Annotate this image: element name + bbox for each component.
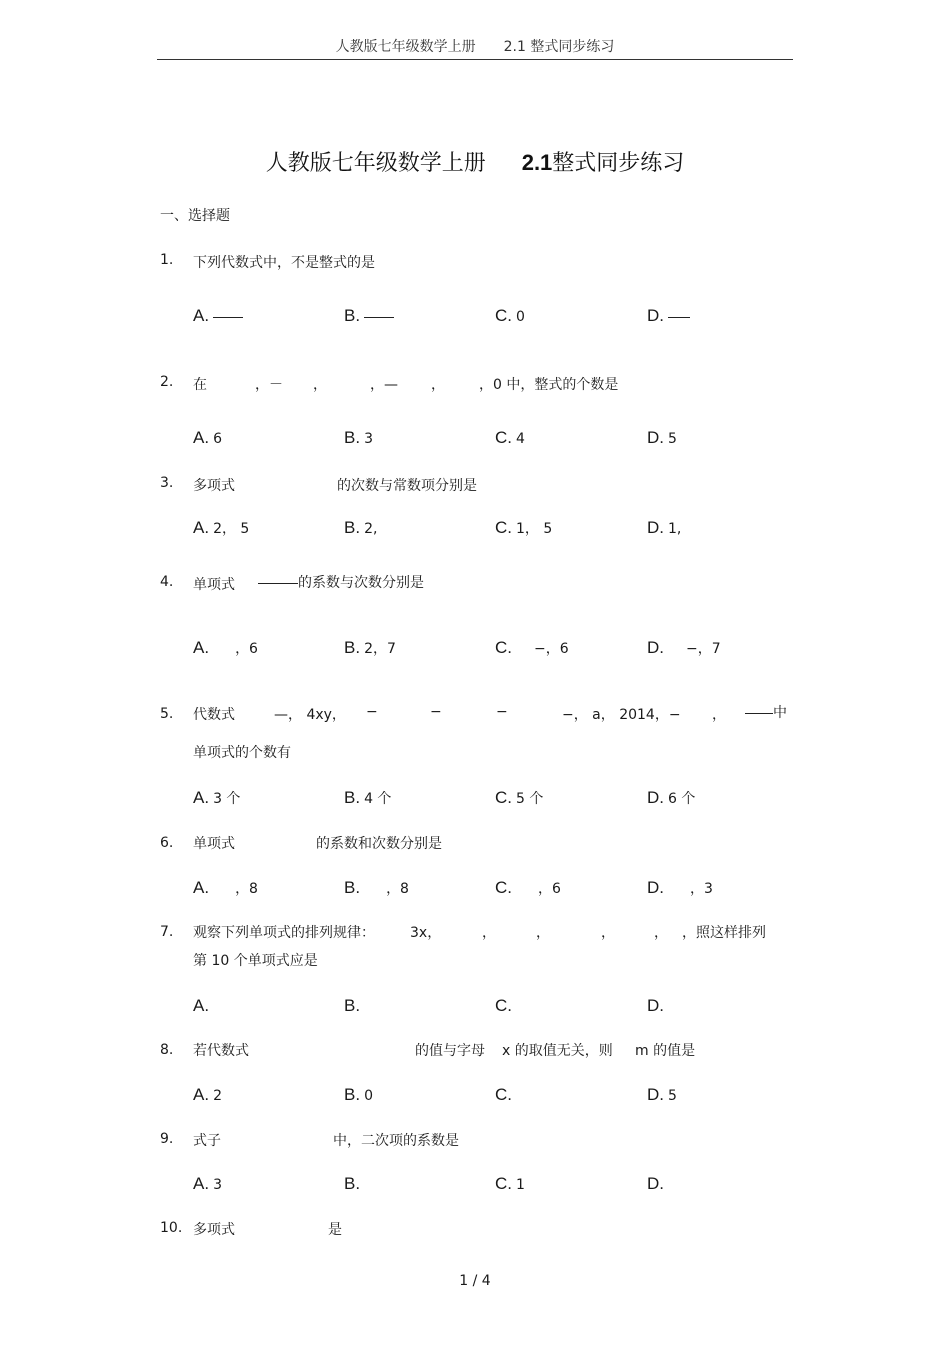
fraction-bar [213, 317, 243, 318]
question-text: ， [431, 377, 445, 393]
question-text: −， a， 2014，− [562, 707, 681, 723]
question-text: − [496, 704, 508, 720]
question-text: 是 [328, 1222, 342, 1238]
question-text: 多项式 [193, 478, 235, 494]
option-a: A. [193, 306, 243, 326]
question-text: 的系数和次数分别是 [316, 836, 442, 852]
question-text: m 的值是 [635, 1043, 696, 1059]
option-c: C. 5 个 [495, 788, 544, 807]
fraction-bar [745, 713, 773, 714]
question-text: 3x， [410, 925, 442, 941]
option-a: A. ，6 [193, 638, 258, 657]
option-c: C. 4 [495, 428, 525, 447]
question-text: 的值与字母 [415, 1043, 485, 1059]
option-d: D. [647, 996, 664, 1015]
question-text: ， [654, 925, 668, 941]
option-b: B. [344, 306, 394, 326]
question-text: − [366, 704, 378, 720]
question-number: 5. [160, 706, 174, 722]
question-text: 单项式 [193, 577, 235, 593]
option-a: A. [193, 996, 210, 1015]
question-number: 4. [160, 574, 174, 590]
question-number: 8. [160, 1042, 174, 1058]
option-a: A. 3 [193, 1174, 222, 1193]
option-d: D. 1, [647, 518, 682, 537]
question-text: 多项式 [193, 1222, 235, 1238]
option-c: C. ，6 [495, 878, 561, 897]
question-text: ， [536, 925, 550, 941]
question-text: 单项式的个数有 [193, 745, 291, 761]
question-text: 若代数式 [193, 1043, 249, 1059]
question-text: ，照这样排列 [682, 925, 766, 941]
fraction-bar [364, 317, 394, 318]
question-text: 观察下列单项式的排列规律： [193, 925, 375, 941]
option-b: B. 3 [344, 428, 373, 447]
option-c: C. [495, 1085, 512, 1104]
question-text: 下列代数式中，不是整式的是 [193, 255, 375, 271]
option-b: B. ，8 [344, 878, 409, 897]
option-b: B. 2，7 [344, 638, 396, 657]
section-heading: 一、选择题 [160, 208, 230, 224]
option-a: A. 2， 5 [193, 518, 250, 537]
option-a: A. 6 [193, 428, 222, 447]
question-text: —， 4xy， [274, 707, 346, 723]
question-text: ， [601, 925, 615, 941]
option-d: D. [647, 1174, 664, 1193]
question-text: ，0 中，整式的个数是 [479, 377, 619, 393]
option-c: C. 1 [495, 1174, 525, 1193]
question-text: ， [313, 377, 327, 393]
question-text: 中，二次项的系数是 [333, 1133, 459, 1149]
option-b: B. 4 个 [344, 788, 392, 807]
question-text: ，— [370, 377, 398, 393]
question-text: 式子 [193, 1133, 221, 1149]
document-title: 人教版七年级数学上册 2.1整式同步练习 [265, 150, 685, 176]
option-c: C. 1， 5 [495, 518, 553, 537]
header-rule [157, 59, 793, 60]
question-number: 2. [160, 374, 174, 390]
question-number: 1. [160, 252, 174, 268]
question-text: 中 [745, 702, 787, 722]
question-number: 3. [160, 475, 174, 491]
option-d: D. [647, 306, 690, 326]
option-a: A. ，8 [193, 878, 258, 897]
question-text: 在 [193, 377, 207, 393]
option-b: B. 2, [344, 518, 378, 537]
option-d: D. 5 [647, 428, 677, 447]
option-b: B. [344, 1174, 361, 1193]
question-text: ， [482, 925, 496, 941]
page-number: 1 / 4 [459, 1273, 491, 1289]
running-header: 人教版七年级数学上册 2.1 整式同步练习 [335, 39, 615, 55]
question-text: 的次数与常数项分别是 [337, 478, 477, 494]
question-text: 第 10 个单项式应是 [193, 953, 318, 969]
question-number: 7. [160, 924, 174, 940]
question-text: ， [712, 707, 726, 723]
option-c: C. 0 [495, 306, 525, 325]
question-text: 代数式 [193, 707, 235, 723]
option-a: A. 2 [193, 1085, 222, 1104]
option-d: D. ，3 [647, 878, 713, 897]
option-d: D. −，7 [647, 638, 721, 657]
question-text: 单项式 [193, 836, 235, 852]
fraction-bar [258, 583, 298, 584]
fraction-bar [668, 317, 690, 318]
option-c: C. [495, 996, 512, 1015]
question-number: 6. [160, 835, 174, 851]
option-c: C. −，6 [495, 638, 569, 657]
question-text: − [430, 704, 442, 720]
option-b: B. 0 [344, 1085, 373, 1104]
option-d: D. 5 [647, 1085, 677, 1104]
question-text: ，－ [255, 377, 283, 393]
question-number: 10. [160, 1220, 183, 1236]
question-text: x 的取值无关，则 [502, 1043, 613, 1059]
question-number: 9. [160, 1131, 174, 1147]
option-b: B. [344, 996, 361, 1015]
option-a: A. 3 个 [193, 788, 241, 807]
question-text: 的系数与次数分别是 [258, 572, 424, 592]
option-d: D. 6 个 [647, 788, 696, 807]
